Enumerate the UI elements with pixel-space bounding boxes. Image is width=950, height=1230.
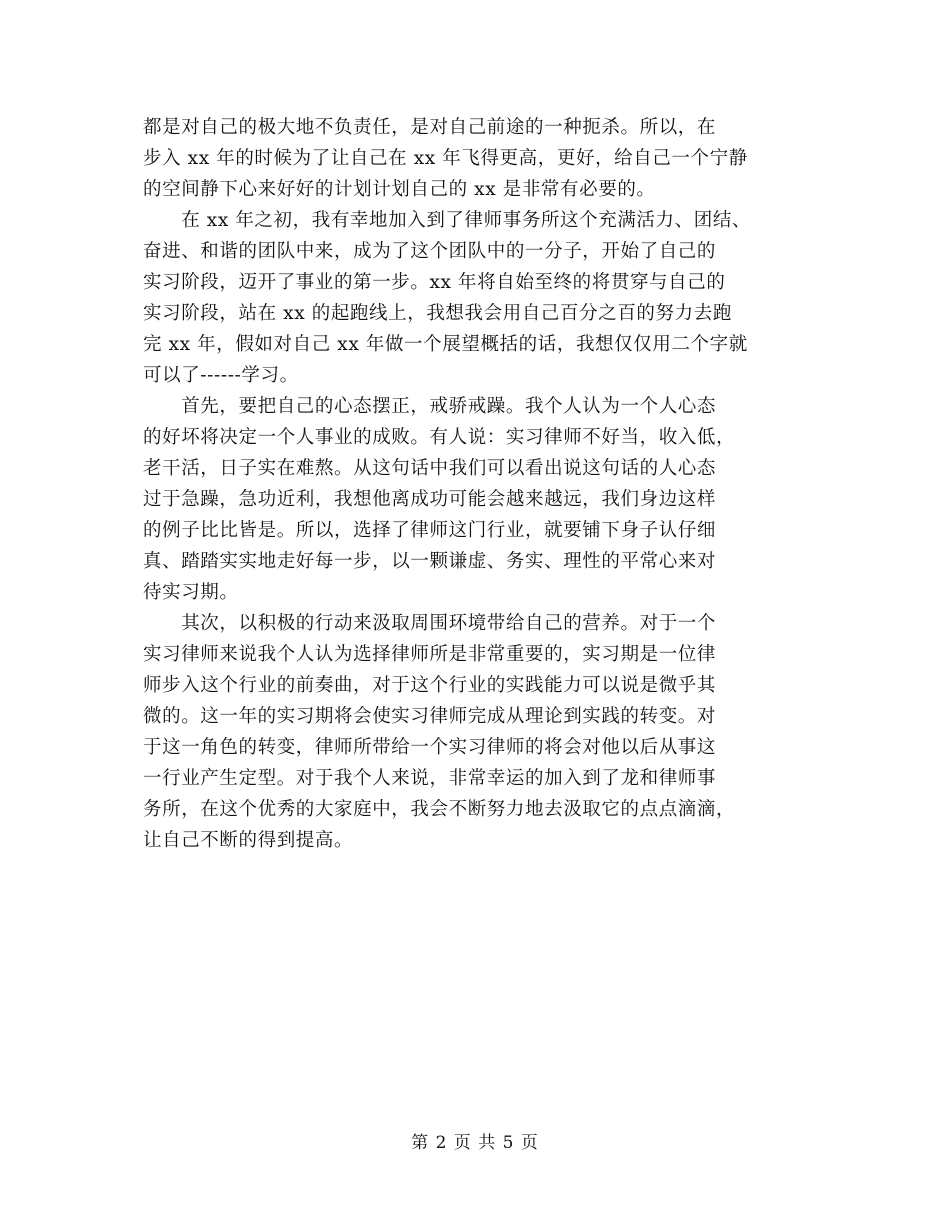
text-line: 的空间静下心来好好的计划计划自己的 xx 是非常有必要的。 xyxy=(143,179,656,200)
body-text xyxy=(143,112,823,856)
text-line: 首先，要把自己的心态摆正，戒骄戒躁。我个人认为一个人心态 xyxy=(143,396,717,417)
text-line: 在 xx 年之初，我有幸地加入到了律师事务所这个充满活力、团结、 xyxy=(143,210,752,231)
text-line: 其次，以积极的行动来汲取周围环境带给自己的营养。对于一个 xyxy=(143,613,717,634)
text-line: 的好坏将决定一个人事业的成败。有人说：实习律师不好当，收入低， xyxy=(143,427,736,448)
text-line: 完 xx 年，假如对自己 xx 年做一个展望概括的话，我想仅仅用二个字就 xyxy=(143,334,748,355)
text-line: 待实习期。 xyxy=(143,582,239,603)
text-line: 步入 xx 年的时候为了让自己在 xx 年飞得更高，更好，给自己一个宁静 xyxy=(143,148,748,169)
text-line: 真、踏踏实实地走好每一步，以一颗谦虚、务实、理性的平常心来对 xyxy=(143,551,717,572)
text-line: 让自己不断的得到提高。 xyxy=(143,830,354,851)
text-line: 一行业产生定型。对于我个人来说，非常幸运的加入到了龙和律师事 xyxy=(143,768,717,789)
text-line: 奋进、和谐的团队中来，成为了这个团队中的一分子，开始了自己的 xyxy=(143,241,717,262)
text-line: 可以了------学习。 xyxy=(143,365,299,386)
text-line: 的例子比比皆是。所以，选择了律师这门行业，就要铺下身子认仔细 xyxy=(143,520,717,541)
text-line: 实习阶段，迈开了事业的第一步。xx 年将自始至终的将贯穿与自己的 xyxy=(143,272,726,293)
text-line: 于这一角色的转变，律师所带给一个实习律师的将会对他以后从事这 xyxy=(143,737,717,758)
text-line: 过于急躁，急功近利，我想他离成功可能会越来越远，我们身边这样 xyxy=(143,489,717,510)
text-line: 实习律师来说我个人认为选择律师所是非常重要的，实习期是一位律 xyxy=(143,644,717,665)
text-line: 老干活，日子实在难熬。从这句话中我们可以看出说这句话的人心态 xyxy=(143,458,717,479)
text-line: 师步入这个行业的前奏曲，对于这个行业的实践能力可以说是微乎其 xyxy=(143,675,717,696)
text-line: 实习阶段，站在 xx 的起跑线上，我想我会用自己百分之百的努力去跑 xyxy=(143,303,732,324)
page-number-footer: 第 2 页 共 5 页 xyxy=(411,1133,539,1153)
text-line: 微的。这一年的实习期将会使实习律师完成从理论到实践的转变。对 xyxy=(143,706,717,727)
text-line: 都是对自己的极大地不负责任，是对自己前途的一种扼杀。所以，在 xyxy=(143,117,717,138)
text-line: 务所，在这个优秀的大家庭中，我会不断努力地去汲取它的点点滴滴， xyxy=(143,799,736,820)
